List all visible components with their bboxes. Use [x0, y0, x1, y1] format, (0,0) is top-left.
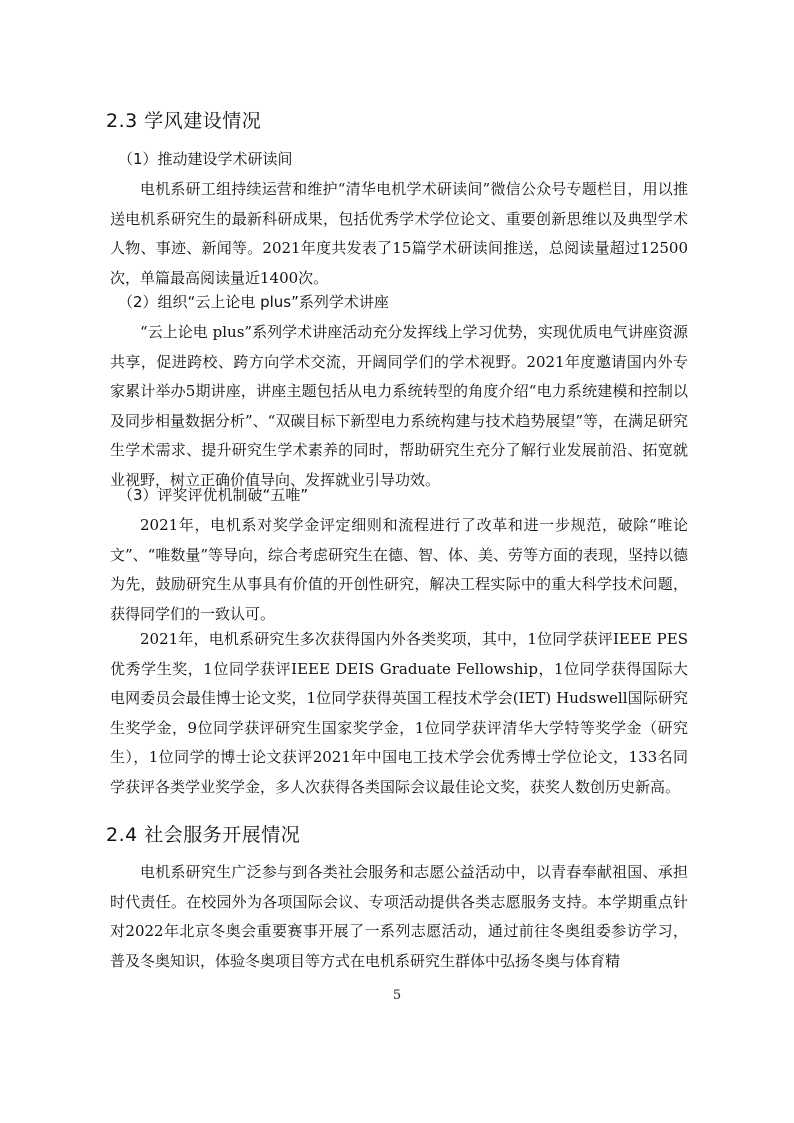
subsection-title-1: （1）推动建设学术研读间 [118, 150, 293, 168]
paragraph-research-reading-room: 电机系研工组持续运营和维护“清华电机学术研读间”微信公众号专题栏目，用以推送电机系研究生的最新科研成果，包括优秀学术学位论文、重要创新思维以及典型学术人物、事迹、新闻等。2021年度共发表了15篇学术研读间推送，总阅读量超过12500次，单篇最高阅读量近1400次。 [110, 180, 688, 287]
subsection-title-3: （3）评奖评优机制破“五唯” [118, 486, 309, 504]
paragraph-scholarship-reform: 2021年，电机系对奖学金评定细则和流程进行了改革和进一步规范，破除“唯论文”、“唯数量”等导向，综合考虑研究生在德、智、体、美、劳等方面的表现，坚持以德为先，鼓励研究生从事具有价值的开创性研究，解决工程实际中的重大科学技术问题，获得同学们的一致认可。 [110, 516, 689, 623]
page-number: 5 [392, 988, 402, 1003]
paragraph-awards: 2021年，电机系研究生多次获得国内外各类奖项，其中，1位同学获评IEEE PES优秀学生奖，1位同学获评IEEE DEIS Graduate Fellowship，1位同学获得国际大电网委员会最佳博士论文奖，1位同学获得英国工程技术学会(IET) Hudswell国际研究生奖学金，9位同学获评研究生国家奖学金，1位同学获评清华大学特等奖学金（研究生），1位同学的博士论文获评2021年中国电工技术学会优秀博士学位论文，133名同学获评各类学业奖学金，多人次获得各类国际会议最佳论文奖，获奖人数创历史新高。 [110, 630, 688, 796]
section-heading-2-3: 2.3 学风建设情况 [106, 110, 262, 132]
paragraph-lecture-series: “云上论电 plus”系列学术讲座活动充分发挥线上学习优势，实现优质电气讲座资源共享，促进跨校、跨方向学术交流，开阔同学们的学术视野。2021年度邀请国内外专家累计举办5期讲座，讲座主题包括从电力系统转型的角度介绍“电力系统建模和控制以及同步相量数据分析”、“双碳目标下新型电力系统构建与技术趋势展望”等，在满足研究生学术需求、提升研究生学术素养的同时，帮助研究生充分了解行业发展前沿、拓宽就业视野，树立正确价值导向、发挥就业引导功效。 [110, 323, 689, 489]
section-heading-2-4: 2.4 社会服务开展情况 [106, 824, 301, 846]
subsection-title-2: （2）组织“云上论电 plus”系列学术讲座 [118, 293, 389, 311]
paragraph-social-service: 电机系研究生广泛参与到各类社会服务和志愿公益活动中，以青春奉献祖国、承担时代责任。在校园外为各项国际会议、专项活动提供各类志愿服务支持。本学期重点针对2022年北京冬奥会重要赛事开展了一系列志愿活动，通过前往冬奥组委参访学习，普及冬奥知识，体验冬奥项目等方式在电机系研究生群体中弘扬冬奥与体育精 [110, 863, 688, 970]
